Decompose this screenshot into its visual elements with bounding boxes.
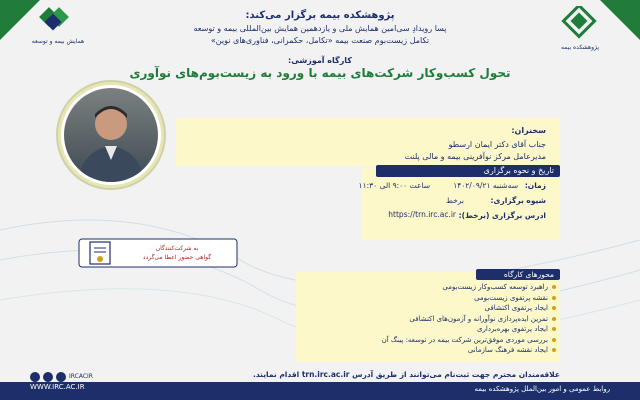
time-value: ساعت ۹:۰۰ الی ۱۱:۳۰ (358, 181, 430, 190)
telegram-icon[interactable] (43, 372, 53, 382)
mode-value: برخط (446, 196, 464, 205)
registration-note: علاقه‌مندان محترم جهت ثبت‌نام می‌توانند از طریق آدرس trn.irc.ac.ir اقدام نمایند. (252, 370, 560, 379)
list-item (296, 282, 556, 293)
topic-text: ایجاد پرتفوی بهره‌برداری (477, 325, 548, 333)
mode-label: شیوه برگزاری: (490, 196, 546, 205)
topic-text: راهبرد توسعه کسب‌وکار زیست‌بومی (442, 283, 548, 291)
list-item (296, 293, 556, 304)
speaker-photo (64, 88, 158, 182)
list-item (296, 303, 556, 314)
topic-text: تمرین ایده‌پردازی نوآورانه و آزمون‌های اکتشافی (409, 314, 548, 323)
date-label: زمان: (524, 181, 546, 190)
certificate-text (120, 244, 234, 262)
topics-header: محورهای کارگاه (476, 269, 560, 280)
workshop-label: کارگاه آموزشی: (288, 56, 352, 65)
bullet-icon (552, 338, 556, 342)
bullet-icon (552, 327, 556, 331)
topic-text: ایجاد پرتفوی اکتشافی (484, 304, 548, 312)
topic-text: ایجاد نقشه فرهنگ سازمانی (467, 346, 548, 354)
certificate-line-1: به شرکت‌کنندگان (155, 245, 199, 252)
schedule-header: تاریخ و نحوه برگزاری (376, 165, 560, 177)
speaker-name: جناب آقای دکتر ایمان ارسطو (448, 140, 546, 149)
list-item (296, 314, 556, 325)
list-item (296, 335, 556, 346)
topic-text: بررسی موردی موفق‌ترین شرکت بیمه در توسعه: پینگ آن (381, 335, 548, 344)
bullet-icon (552, 285, 556, 289)
address-label: ادرس برگزاری (برخط): (458, 211, 546, 220)
address-link[interactable]: https://trn.irc.ac.ir (388, 210, 456, 219)
person-icon (64, 88, 158, 182)
list-item (296, 345, 556, 356)
certificate-line-2: گواهی حضور اعطا می‌گردد (142, 254, 212, 261)
header-title: پژوهشکده بیمه برگزار می‌کند: (245, 10, 395, 21)
speaker-role: مدیرعامل مرکز نوآفرینی بیمه و مالی پلنت (404, 152, 546, 161)
institute-logo-caption: پژوهشکده بیمه (560, 44, 600, 51)
topics-list (296, 282, 556, 356)
header-line-2: تکامل زیست‌بوم صنعت بیمه «تکامل، حکمرانی، فناوری‌های نوین» (210, 36, 430, 45)
header-line-1: پسا رویدادِ سی‌امین همایش ملی و یازدهمین همایش بین‌المللی بیمه و توسعه (193, 24, 447, 33)
workshop-title: تحول کسب‌وکار شرکت‌های بیمه با ورود به زیست‌بوم‌های نوآوری (129, 66, 511, 80)
footer-org: روابط عمومی و امور بین‌الملل پژوهشکده بیمه (474, 385, 610, 393)
website-link[interactable]: WWW.IRC.AC.IR (30, 383, 85, 391)
list-item (296, 324, 556, 335)
bullet-icon (552, 348, 556, 352)
social-links (30, 366, 150, 378)
bullet-icon (552, 317, 556, 321)
instagram-icon[interactable] (30, 372, 40, 382)
conference-logo-caption: همایش بیمه و توسعه (31, 38, 85, 45)
bullet-icon (552, 306, 556, 310)
certificate-icon (84, 238, 116, 268)
twitter-icon[interactable] (56, 372, 66, 382)
date-value: سه‌شنبه ۱۴۰۲/۰۹/۲۱ (453, 181, 518, 190)
social-handle: IRCACIR (69, 373, 93, 380)
bullet-icon (552, 296, 556, 300)
topic-text: نقشه پرتفوی زیست‌بومی (474, 293, 548, 302)
speaker-header: سخنران: (511, 126, 546, 135)
